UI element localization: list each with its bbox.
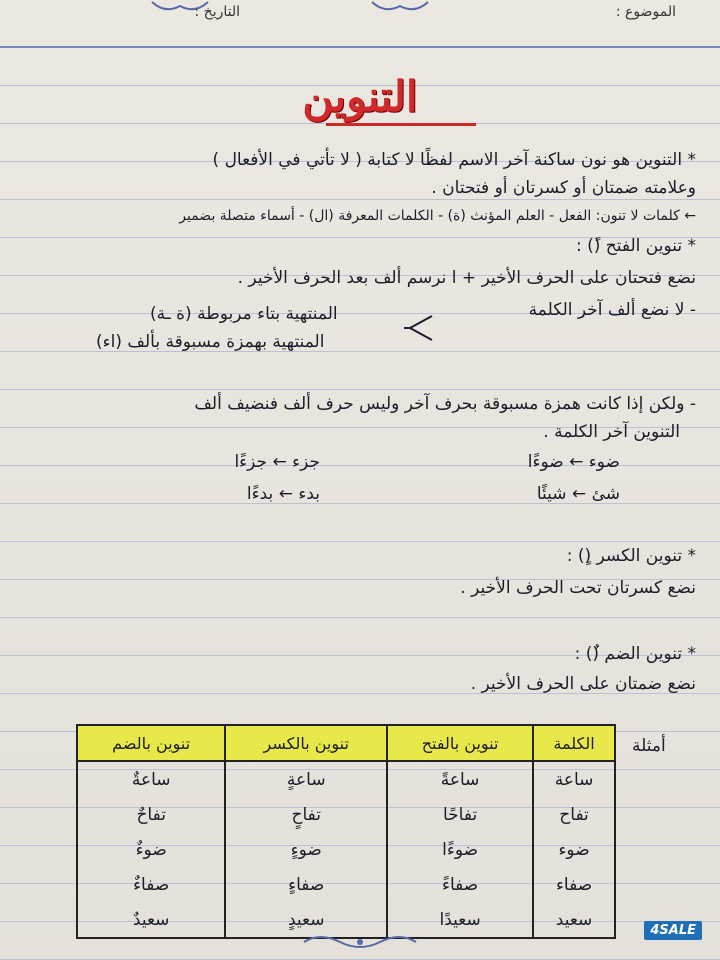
hamza-exception-line: - ولكن إذا كانت همزة مسبوقة بحرف آخر وليس حرف ألف فنضيف ألف: [194, 394, 696, 414]
hamza-after-alef-case: المنتهية بهمزة مسبوقة بألف (اء): [96, 332, 325, 352]
definition-line: * التنوين هو نون ساكنة آخر الاسم لفظًا لا كتابة ( لا تأتي في الأفعال ): [212, 150, 696, 170]
table-cell: صفاء: [533, 867, 615, 902]
table-cell: تفاحٌ: [77, 797, 225, 832]
table-cell: تفاح: [533, 797, 615, 832]
table-cell: سعيد: [533, 902, 615, 938]
taa-marbuta-case: المنتهية بتاء مربوطة (ة ـة): [150, 304, 338, 324]
example-daw: ضوء ← ضوءًا: [527, 452, 620, 472]
column-header-word: الكلمة: [533, 725, 615, 761]
title-underline: [326, 123, 476, 126]
kasr-rule-line: نضع كسرتان تحت الحرف الأخير .: [460, 578, 696, 598]
table-cell: ساعةٍ: [225, 761, 387, 797]
table-header-row: [77, 725, 615, 761]
table-cell: ضوءٍ: [225, 832, 387, 867]
table-row: [77, 832, 615, 867]
table-cell: ساعة: [533, 761, 615, 797]
kasr-heading: * تنوين الكسر (ٍ) :: [566, 546, 696, 566]
damm-rule-line: نضع ضمتان على الحرف الأخير .: [470, 674, 696, 694]
table-cell: سعيدٌ: [77, 902, 225, 938]
watermark-logo: 4SALE: [644, 921, 702, 940]
table-cell: صفاءٌ: [77, 867, 225, 902]
footer-ornament: [300, 932, 420, 952]
column-header-kasr: تنوين بالكسر: [225, 725, 387, 761]
column-header-damm: تنوين بالضم: [77, 725, 225, 761]
no-alef-line: - لا نضع ألف آخر الكلمة: [528, 300, 696, 320]
fath-heading: * تنوين الفتح (ً) :: [575, 236, 696, 256]
header-ornament-right: [370, 0, 430, 14]
table-cell: تفاحًا: [387, 797, 533, 832]
example-juz: جزء ← جزءًا: [234, 452, 320, 472]
table-cell: ضوءٌ: [77, 832, 225, 867]
table-cell: صفاءً: [387, 867, 533, 902]
branch-arrow-icon: [402, 308, 434, 348]
table-row: [77, 761, 615, 797]
table-cell: سعيدًا: [387, 902, 533, 938]
marks-line: وعلامته ضمتان أو كسرتان أو فتحتان .: [431, 178, 696, 198]
table-cell: ضوء: [533, 832, 615, 867]
table-cell: ساعةً: [387, 761, 533, 797]
table-cell: صفاءٍ: [225, 867, 387, 902]
date-label: التاريخ :: [194, 4, 240, 20]
fath-rule-line: نضع فتحتان على الحرف الأخير + ا نرسم ألف بعد الحرف الأخير .: [237, 268, 696, 288]
examples-label: أمثلة: [632, 736, 666, 756]
table-cell: ساعةٌ: [77, 761, 225, 797]
table-cell: سعيدٍ: [225, 902, 387, 938]
non-tanween-words-line: ← كلمات لا تنون: الفعل - العلم المؤنث (ة) - الكلمات المعرفة (ال) - أسماء متصلة بضمير: [179, 208, 696, 224]
table-cell: ضوءًا: [387, 832, 533, 867]
tanween-examples-table: [76, 724, 616, 939]
example-shay: شئ ← شيئًا: [536, 484, 620, 504]
damm-heading: * تنوين الضم (ٌ) :: [574, 644, 696, 664]
column-header-fath: تنوين بالفتح: [387, 725, 533, 761]
subject-label: الموضوع :: [615, 4, 676, 20]
tanween-alef-line: التنوين آخر الكلمة .: [543, 422, 680, 442]
table-row: [77, 867, 615, 902]
table-cell: تفاحٍ: [225, 797, 387, 832]
page-title: التنوين: [302, 72, 418, 121]
table-row: [77, 797, 615, 832]
header-rule: [0, 46, 720, 48]
example-bad: بدء ← بدءًا: [246, 484, 320, 504]
